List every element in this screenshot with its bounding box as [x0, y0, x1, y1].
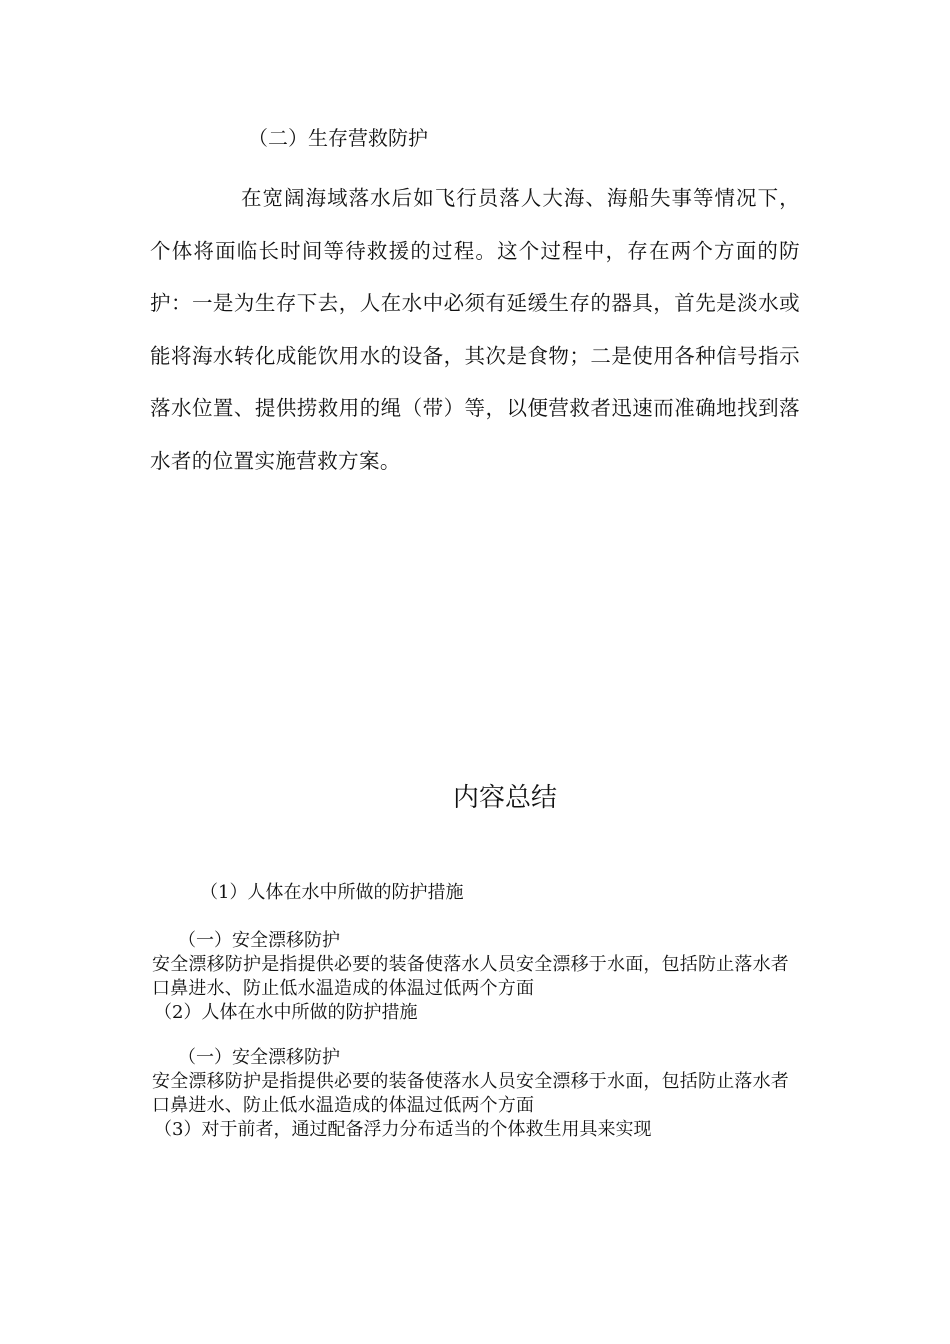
summary-item-2-subheading: （一）安全漂移防护: [178, 1047, 340, 1068]
summary-item-2-heading: （2）人体在水中所做的防护措施: [154, 1002, 418, 1023]
summary-item-1: [152, 881, 802, 905]
summary-item-2-body: [152, 1046, 802, 1142]
summary-item-1-text: 安全漂移防护是指提供必要的装备使落水人员安全漂移于水面，包括防止落水者口鼻进水、防止低水温造成的体温过低两个方面: [152, 954, 789, 999]
section-heading: （二）生存营救防护: [248, 126, 428, 150]
summary-item-3-heading: （3）对于前者，通过配备浮力分布适当的个体救生用具来实现: [154, 1119, 652, 1140]
summary-item-2-text: 安全漂移防护是指提供必要的装备使落水人员安全漂移于水面，包括防止落水者口鼻进水、防止低水温造成的体温过低两个方面: [152, 1071, 789, 1116]
summary-item-1-subheading: （一）安全漂移防护: [178, 930, 340, 951]
summary-item-1-heading: （1）人体在水中所做的防护措施: [200, 882, 464, 903]
summary-item-1-body: [152, 929, 802, 1025]
body-paragraph: 在宽阔海域落水后如飞行员落人大海、海船失事等情况下，个体将面临长时间等待救援的过程。这个过程中，存在两个方面的防护：一是为生存下去，人在水中必须有延缓生存的器具，首先是淡水或能将海水转化成能饮用水的设备，其次是食物；二是使用各种信号指示落水位置、提供捞救用的绳（带）等，以便营救者迅速而准确地找到落水者的位置实施营救方案。: [150, 186, 800, 473]
summary-title: 内容总结: [452, 783, 557, 813]
